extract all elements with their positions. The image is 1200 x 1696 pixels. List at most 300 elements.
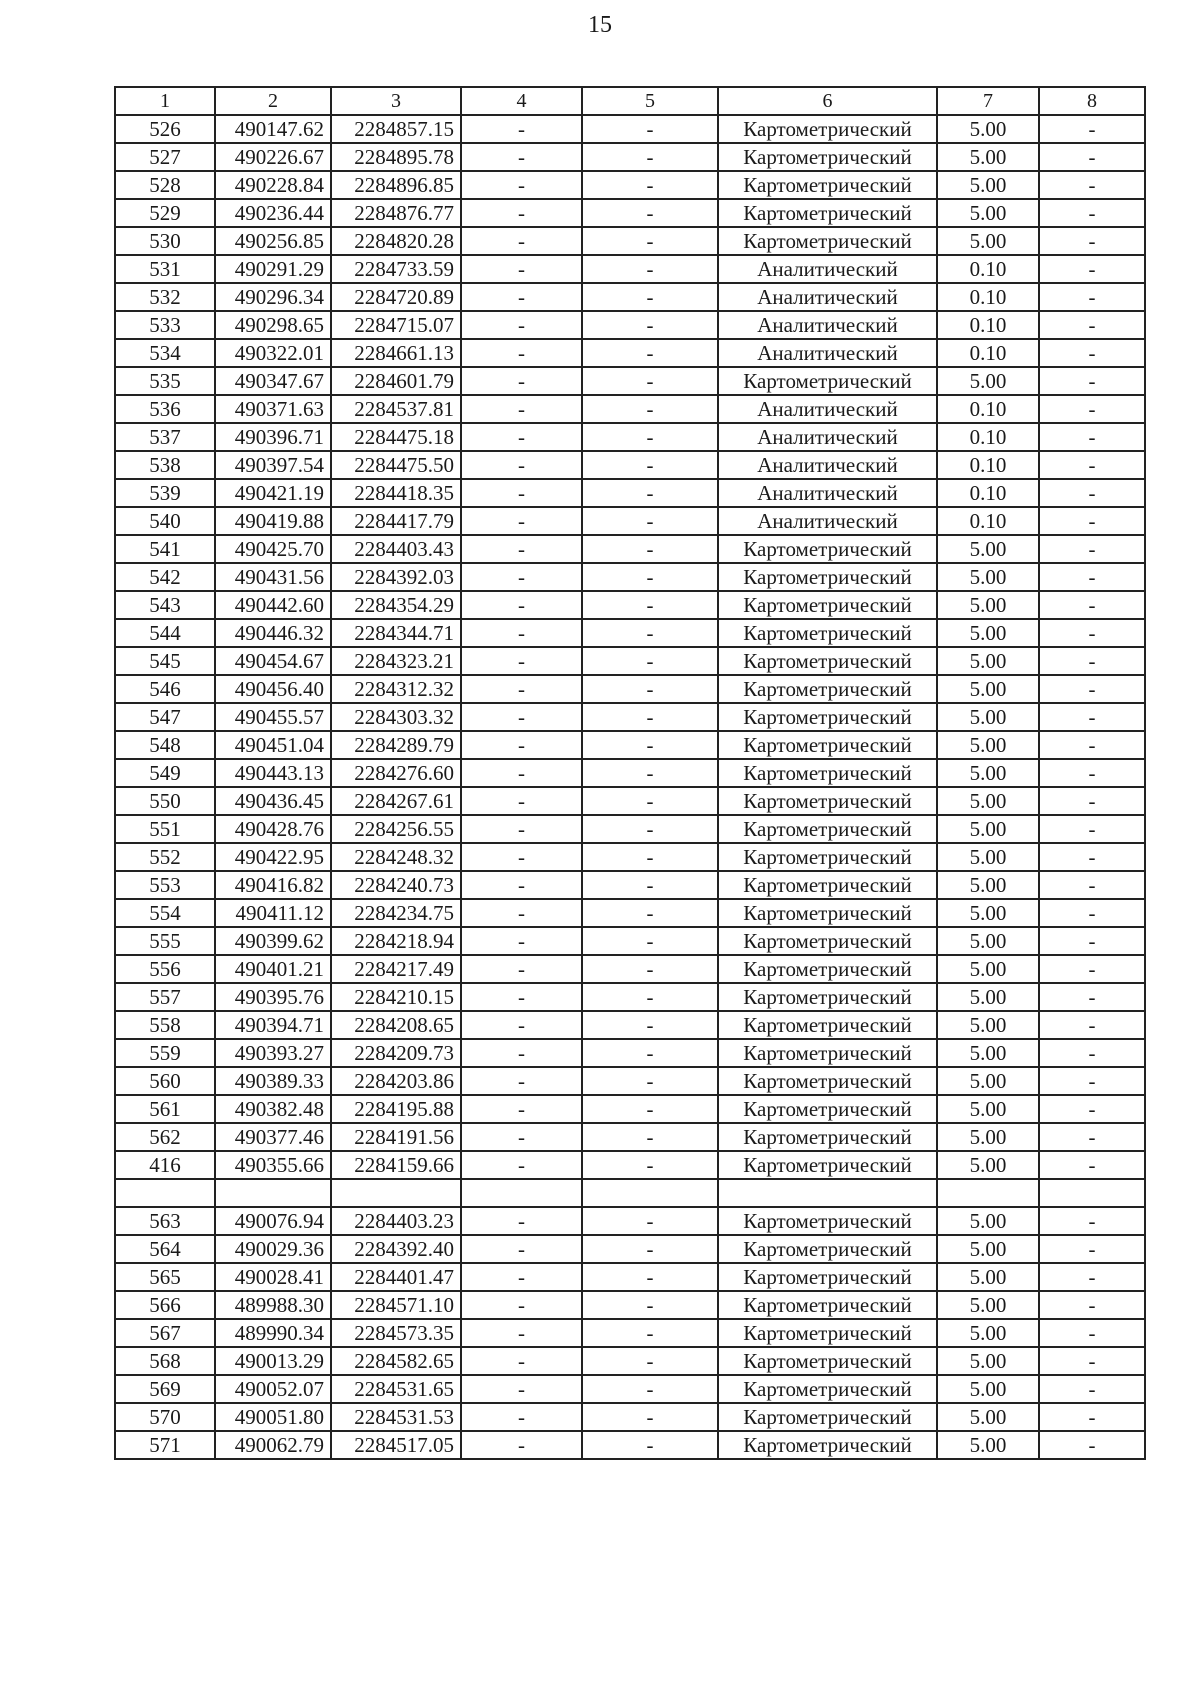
col-8-cell: - bbox=[1039, 115, 1145, 143]
col-5-cell: - bbox=[582, 283, 718, 311]
point-number-cell: 544 bbox=[115, 619, 215, 647]
y-coordinate-cell: 2284401.47 bbox=[331, 1263, 461, 1291]
col-8-cell: - bbox=[1039, 255, 1145, 283]
accuracy-cell: 5.00 bbox=[937, 1067, 1039, 1095]
x-coordinate-cell: 490395.76 bbox=[215, 983, 331, 1011]
col-5-cell: - bbox=[582, 1291, 718, 1319]
x-coordinate-cell: 490298.65 bbox=[215, 311, 331, 339]
y-coordinate-cell: 2284344.71 bbox=[331, 619, 461, 647]
col-5-cell: - bbox=[582, 395, 718, 423]
col-5-cell: - bbox=[582, 1319, 718, 1347]
method-cell: Аналитический bbox=[718, 339, 937, 367]
col-5-cell: - bbox=[582, 619, 718, 647]
col-4-cell: - bbox=[461, 115, 582, 143]
y-coordinate-cell: 2284403.43 bbox=[331, 535, 461, 563]
point-number-cell: 555 bbox=[115, 927, 215, 955]
table-row bbox=[115, 451, 1145, 479]
x-coordinate-cell: 490013.29 bbox=[215, 1347, 331, 1375]
col-4-cell: - bbox=[461, 143, 582, 171]
y-coordinate-cell: 2284733.59 bbox=[331, 255, 461, 283]
method-cell: Картометрический bbox=[718, 591, 937, 619]
col-5-cell: - bbox=[582, 1095, 718, 1123]
col-4-cell: - bbox=[461, 731, 582, 759]
table-row bbox=[115, 1235, 1145, 1263]
y-coordinate-cell: 2284601.79 bbox=[331, 367, 461, 395]
x-coordinate-cell: 490322.01 bbox=[215, 339, 331, 367]
accuracy-cell: 0.10 bbox=[937, 395, 1039, 423]
accuracy-cell: 5.00 bbox=[937, 1011, 1039, 1039]
point-number-cell: 550 bbox=[115, 787, 215, 815]
table-row bbox=[115, 787, 1145, 815]
point-number-cell: 534 bbox=[115, 339, 215, 367]
x-coordinate-cell: 490396.71 bbox=[215, 423, 331, 451]
col-5-cell: - bbox=[582, 1011, 718, 1039]
table-row bbox=[115, 311, 1145, 339]
y-coordinate-cell: 2284417.79 bbox=[331, 507, 461, 535]
method-cell: Картометрический bbox=[718, 1207, 937, 1235]
point-number-cell: 562 bbox=[115, 1123, 215, 1151]
point-number-cell bbox=[115, 1179, 215, 1207]
col-5-cell: - bbox=[582, 759, 718, 787]
col-4-cell: - bbox=[461, 171, 582, 199]
method-cell: Картометрический bbox=[718, 1319, 937, 1347]
col-4-cell: - bbox=[461, 255, 582, 283]
col-8-cell: - bbox=[1039, 479, 1145, 507]
point-number-cell: 561 bbox=[115, 1095, 215, 1123]
table-row bbox=[115, 1095, 1145, 1123]
x-coordinate-cell: 490296.34 bbox=[215, 283, 331, 311]
col-8-cell: - bbox=[1039, 983, 1145, 1011]
accuracy-cell: 0.10 bbox=[937, 507, 1039, 535]
point-number-cell: 570 bbox=[115, 1403, 215, 1431]
column-header-2: 2 bbox=[215, 87, 331, 115]
point-number-cell: 537 bbox=[115, 423, 215, 451]
table-row bbox=[115, 731, 1145, 759]
x-coordinate-cell: 490236.44 bbox=[215, 199, 331, 227]
col-5-cell: - bbox=[582, 1431, 718, 1459]
col-8-cell: - bbox=[1039, 283, 1145, 311]
x-coordinate-cell: 490347.67 bbox=[215, 367, 331, 395]
y-coordinate-cell: 2284517.05 bbox=[331, 1431, 461, 1459]
y-coordinate-cell: 2284234.75 bbox=[331, 899, 461, 927]
col-8-cell: - bbox=[1039, 1067, 1145, 1095]
accuracy-cell: 5.00 bbox=[937, 1095, 1039, 1123]
col-8-cell: - bbox=[1039, 143, 1145, 171]
y-coordinate-cell: 2284475.18 bbox=[331, 423, 461, 451]
method-cell: Аналитический bbox=[718, 311, 937, 339]
y-coordinate-cell: 2284248.32 bbox=[331, 843, 461, 871]
method-cell: Картометрический bbox=[718, 1151, 937, 1179]
col-5-cell: - bbox=[582, 227, 718, 255]
col-8-cell: - bbox=[1039, 1011, 1145, 1039]
col-8-cell: - bbox=[1039, 227, 1145, 255]
method-cell: Картометрический bbox=[718, 927, 937, 955]
col-4-cell: - bbox=[461, 1123, 582, 1151]
point-number-cell: 533 bbox=[115, 311, 215, 339]
accuracy-cell: 5.00 bbox=[937, 843, 1039, 871]
method-cell: Картометрический bbox=[718, 1431, 937, 1459]
point-number-cell: 567 bbox=[115, 1319, 215, 1347]
y-coordinate-cell: 2284876.77 bbox=[331, 199, 461, 227]
col-8-cell: - bbox=[1039, 199, 1145, 227]
y-coordinate-cell: 2284392.40 bbox=[331, 1235, 461, 1263]
method-cell: Картометрический bbox=[718, 1375, 937, 1403]
x-coordinate-cell: 490401.21 bbox=[215, 955, 331, 983]
accuracy-cell: 5.00 bbox=[937, 647, 1039, 675]
method-cell: Картометрический bbox=[718, 871, 937, 899]
x-coordinate-cell: 490377.46 bbox=[215, 1123, 331, 1151]
accuracy-cell: 0.10 bbox=[937, 479, 1039, 507]
table-row bbox=[115, 563, 1145, 591]
method-cell: Картометрический bbox=[718, 1347, 937, 1375]
accuracy-cell: 5.00 bbox=[937, 731, 1039, 759]
method-cell: Картометрический bbox=[718, 199, 937, 227]
accuracy-cell: 5.00 bbox=[937, 1039, 1039, 1067]
x-coordinate-cell: 490443.13 bbox=[215, 759, 331, 787]
table-row bbox=[115, 927, 1145, 955]
col-5-cell: - bbox=[582, 815, 718, 843]
col-4-cell: - bbox=[461, 1403, 582, 1431]
col-4-cell: - bbox=[461, 927, 582, 955]
table-row bbox=[115, 1263, 1145, 1291]
x-coordinate-cell: 490062.79 bbox=[215, 1431, 331, 1459]
x-coordinate-cell bbox=[215, 1179, 331, 1207]
y-coordinate-cell bbox=[331, 1179, 461, 1207]
method-cell: Картометрический bbox=[718, 1235, 937, 1263]
point-number-cell: 558 bbox=[115, 1011, 215, 1039]
y-coordinate-cell: 2284857.15 bbox=[331, 115, 461, 143]
col-8-cell: - bbox=[1039, 423, 1145, 451]
col-4-cell: - bbox=[461, 899, 582, 927]
table-row bbox=[115, 143, 1145, 171]
accuracy-cell: 5.00 bbox=[937, 1235, 1039, 1263]
col-8-cell: - bbox=[1039, 507, 1145, 535]
table-row bbox=[115, 619, 1145, 647]
col-4-cell: - bbox=[461, 703, 582, 731]
col-4-cell: - bbox=[461, 1347, 582, 1375]
point-number-cell: 563 bbox=[115, 1207, 215, 1235]
x-coordinate-cell: 490394.71 bbox=[215, 1011, 331, 1039]
col-4-cell: - bbox=[461, 1319, 582, 1347]
method-cell: Картометрический bbox=[718, 1123, 937, 1151]
col-8-cell: - bbox=[1039, 927, 1145, 955]
x-coordinate-cell: 490411.12 bbox=[215, 899, 331, 927]
accuracy-cell: 5.00 bbox=[937, 591, 1039, 619]
col-4-cell: - bbox=[461, 339, 582, 367]
col-5-cell: - bbox=[582, 199, 718, 227]
col-8-cell: - bbox=[1039, 1207, 1145, 1235]
x-coordinate-cell: 489990.34 bbox=[215, 1319, 331, 1347]
method-cell: Картометрический bbox=[718, 227, 937, 255]
col-5-cell: - bbox=[582, 927, 718, 955]
col-5-cell: - bbox=[582, 1347, 718, 1375]
col-5-cell: - bbox=[582, 647, 718, 675]
method-cell: Картометрический bbox=[718, 1039, 937, 1067]
table-row bbox=[115, 675, 1145, 703]
x-coordinate-cell: 490291.29 bbox=[215, 255, 331, 283]
table-row bbox=[115, 1067, 1145, 1095]
col-4-cell: - bbox=[461, 283, 582, 311]
column-header-8: 8 bbox=[1039, 87, 1145, 115]
col-4-cell: - bbox=[461, 815, 582, 843]
table-row bbox=[115, 1347, 1145, 1375]
x-coordinate-cell: 490355.66 bbox=[215, 1151, 331, 1179]
point-number-cell: 542 bbox=[115, 563, 215, 591]
col-5-cell: - bbox=[582, 255, 718, 283]
accuracy-cell: 5.00 bbox=[937, 675, 1039, 703]
col-4-cell: - bbox=[461, 1207, 582, 1235]
col-4-cell: - bbox=[461, 1151, 582, 1179]
col-5-cell: - bbox=[582, 171, 718, 199]
method-cell: Картометрический bbox=[718, 171, 937, 199]
y-coordinate-cell: 2284571.10 bbox=[331, 1291, 461, 1319]
point-number-cell: 553 bbox=[115, 871, 215, 899]
x-coordinate-cell: 490228.84 bbox=[215, 171, 331, 199]
method-cell: Картометрический bbox=[718, 563, 937, 591]
accuracy-cell: 5.00 bbox=[937, 703, 1039, 731]
x-coordinate-cell: 490436.45 bbox=[215, 787, 331, 815]
table-row bbox=[115, 283, 1145, 311]
col-5-cell: - bbox=[582, 143, 718, 171]
point-number-cell: 545 bbox=[115, 647, 215, 675]
col-4-cell: - bbox=[461, 1067, 582, 1095]
accuracy-cell: 5.00 bbox=[937, 535, 1039, 563]
x-coordinate-cell: 490397.54 bbox=[215, 451, 331, 479]
col-8-cell: - bbox=[1039, 311, 1145, 339]
method-cell: Картометрический bbox=[718, 983, 937, 1011]
method-cell: Аналитический bbox=[718, 395, 937, 423]
col-5-cell: - bbox=[582, 871, 718, 899]
method-cell: Аналитический bbox=[718, 507, 937, 535]
x-coordinate-cell: 490226.67 bbox=[215, 143, 331, 171]
col-5-cell: - bbox=[582, 1263, 718, 1291]
col-8-cell: - bbox=[1039, 563, 1145, 591]
column-header-3: 3 bbox=[331, 87, 461, 115]
x-coordinate-cell: 490399.62 bbox=[215, 927, 331, 955]
col-5-cell: - bbox=[582, 1067, 718, 1095]
table-row bbox=[115, 1375, 1145, 1403]
col-4-cell: - bbox=[461, 647, 582, 675]
y-coordinate-cell: 2284531.65 bbox=[331, 1375, 461, 1403]
col-8-cell: - bbox=[1039, 675, 1145, 703]
x-coordinate-cell: 490382.48 bbox=[215, 1095, 331, 1123]
point-number-cell: 543 bbox=[115, 591, 215, 619]
col-5-cell: - bbox=[582, 983, 718, 1011]
method-cell: Аналитический bbox=[718, 479, 937, 507]
method-cell: Картометрический bbox=[718, 955, 937, 983]
x-coordinate-cell: 489988.30 bbox=[215, 1291, 331, 1319]
y-coordinate-cell: 2284537.81 bbox=[331, 395, 461, 423]
x-coordinate-cell: 490456.40 bbox=[215, 675, 331, 703]
accuracy-cell: 5.00 bbox=[937, 1291, 1039, 1319]
y-coordinate-cell: 2284276.60 bbox=[331, 759, 461, 787]
col-5-cell: - bbox=[582, 703, 718, 731]
table-row bbox=[115, 1123, 1145, 1151]
col-5-cell: - bbox=[582, 1403, 718, 1431]
method-cell: Картометрический bbox=[718, 1263, 937, 1291]
col-8-cell bbox=[1039, 1179, 1145, 1207]
table-row bbox=[115, 1403, 1145, 1431]
col-8-cell: - bbox=[1039, 1235, 1145, 1263]
x-coordinate-cell: 490421.19 bbox=[215, 479, 331, 507]
accuracy-cell: 5.00 bbox=[937, 787, 1039, 815]
col-8-cell: - bbox=[1039, 1319, 1145, 1347]
col-8-cell: - bbox=[1039, 787, 1145, 815]
table-row bbox=[115, 507, 1145, 535]
point-number-cell: 528 bbox=[115, 171, 215, 199]
method-cell: Картометрический bbox=[718, 843, 937, 871]
col-8-cell: - bbox=[1039, 759, 1145, 787]
page-number: 15 bbox=[588, 12, 612, 38]
method-cell: Картометрический bbox=[718, 1095, 937, 1123]
col-8-cell: - bbox=[1039, 1123, 1145, 1151]
table-row bbox=[115, 591, 1145, 619]
accuracy-cell: 5.00 bbox=[937, 927, 1039, 955]
column-header-7: 7 bbox=[937, 87, 1039, 115]
table-row bbox=[115, 339, 1145, 367]
accuracy-cell: 5.00 bbox=[937, 1431, 1039, 1459]
point-number-cell: 554 bbox=[115, 899, 215, 927]
col-8-cell: - bbox=[1039, 647, 1145, 675]
col-4-cell: - bbox=[461, 311, 582, 339]
point-number-cell: 526 bbox=[115, 115, 215, 143]
col-5-cell: - bbox=[582, 311, 718, 339]
point-number-cell: 547 bbox=[115, 703, 215, 731]
y-coordinate-cell: 2284303.32 bbox=[331, 703, 461, 731]
col-4-cell: - bbox=[461, 423, 582, 451]
point-number-cell: 568 bbox=[115, 1347, 215, 1375]
col-4-cell: - bbox=[461, 199, 582, 227]
table-row bbox=[115, 983, 1145, 1011]
col-4-cell: - bbox=[461, 1291, 582, 1319]
table-row bbox=[115, 1319, 1145, 1347]
col-4-cell: - bbox=[461, 563, 582, 591]
point-number-cell: 552 bbox=[115, 843, 215, 871]
accuracy-cell: 0.10 bbox=[937, 423, 1039, 451]
col-4-cell: - bbox=[461, 395, 582, 423]
x-coordinate-cell: 490147.62 bbox=[215, 115, 331, 143]
col-8-cell: - bbox=[1039, 1403, 1145, 1431]
col-4-cell: - bbox=[461, 451, 582, 479]
x-coordinate-cell: 490422.95 bbox=[215, 843, 331, 871]
y-coordinate-cell: 2284209.73 bbox=[331, 1039, 461, 1067]
accuracy-cell: 5.00 bbox=[937, 1263, 1039, 1291]
col-8-cell: - bbox=[1039, 451, 1145, 479]
col-8-cell: - bbox=[1039, 591, 1145, 619]
table-header-row bbox=[115, 87, 1145, 115]
x-coordinate-cell: 490051.80 bbox=[215, 1403, 331, 1431]
col-8-cell: - bbox=[1039, 1039, 1145, 1067]
y-coordinate-cell: 2284240.73 bbox=[331, 871, 461, 899]
col-5-cell: - bbox=[582, 1123, 718, 1151]
table-row bbox=[115, 171, 1145, 199]
method-cell: Картометрический bbox=[718, 1011, 937, 1039]
col-4-cell: - bbox=[461, 675, 582, 703]
col-5-cell: - bbox=[582, 339, 718, 367]
accuracy-cell: 0.10 bbox=[937, 283, 1039, 311]
accuracy-cell: 5.00 bbox=[937, 815, 1039, 843]
column-header-5: 5 bbox=[582, 87, 718, 115]
table-row bbox=[115, 227, 1145, 255]
col-5-cell: - bbox=[582, 535, 718, 563]
accuracy-cell: 0.10 bbox=[937, 339, 1039, 367]
col-5-cell: - bbox=[582, 507, 718, 535]
col-8-cell: - bbox=[1039, 367, 1145, 395]
col-5-cell: - bbox=[582, 1235, 718, 1263]
accuracy-cell: 5.00 bbox=[937, 1151, 1039, 1179]
col-4-cell: - bbox=[461, 871, 582, 899]
col-4-cell: - bbox=[461, 1235, 582, 1263]
point-number-cell: 560 bbox=[115, 1067, 215, 1095]
col-4-cell: - bbox=[461, 1375, 582, 1403]
accuracy-cell: 5.00 bbox=[937, 143, 1039, 171]
col-8-cell: - bbox=[1039, 1095, 1145, 1123]
y-coordinate-cell: 2284895.78 bbox=[331, 143, 461, 171]
col-8-cell: - bbox=[1039, 171, 1145, 199]
x-coordinate-cell: 490076.94 bbox=[215, 1207, 331, 1235]
col-8-cell: - bbox=[1039, 815, 1145, 843]
y-coordinate-cell: 2284289.79 bbox=[331, 731, 461, 759]
accuracy-cell: 5.00 bbox=[937, 171, 1039, 199]
x-coordinate-cell: 490256.85 bbox=[215, 227, 331, 255]
table-row bbox=[115, 1207, 1145, 1235]
accuracy-cell: 5.00 bbox=[937, 1123, 1039, 1151]
point-number-cell: 546 bbox=[115, 675, 215, 703]
col-4-cell: - bbox=[461, 955, 582, 983]
accuracy-cell: 5.00 bbox=[937, 983, 1039, 1011]
x-coordinate-cell: 490442.60 bbox=[215, 591, 331, 619]
accuracy-cell: 5.00 bbox=[937, 367, 1039, 395]
col-4-cell: - bbox=[461, 843, 582, 871]
table-row bbox=[115, 843, 1145, 871]
table-row bbox=[115, 815, 1145, 843]
point-number-cell: 535 bbox=[115, 367, 215, 395]
col-4-cell: - bbox=[461, 479, 582, 507]
point-number-cell: 566 bbox=[115, 1291, 215, 1319]
accuracy-cell: 5.00 bbox=[937, 563, 1039, 591]
col-5-cell: - bbox=[582, 731, 718, 759]
y-coordinate-cell: 2284582.65 bbox=[331, 1347, 461, 1375]
point-number-cell: 538 bbox=[115, 451, 215, 479]
x-coordinate-cell: 490052.07 bbox=[215, 1375, 331, 1403]
y-coordinate-cell: 2284820.28 bbox=[331, 227, 461, 255]
method-cell: Аналитический bbox=[718, 451, 937, 479]
accuracy-cell: 5.00 bbox=[937, 1319, 1039, 1347]
y-coordinate-cell: 2284661.13 bbox=[331, 339, 461, 367]
table-row bbox=[115, 199, 1145, 227]
y-coordinate-cell: 2284354.29 bbox=[331, 591, 461, 619]
table-row bbox=[115, 1431, 1145, 1459]
point-number-cell: 541 bbox=[115, 535, 215, 563]
col-5-cell: - bbox=[582, 843, 718, 871]
y-coordinate-cell: 2284195.88 bbox=[331, 1095, 461, 1123]
accuracy-cell: 5.00 bbox=[937, 199, 1039, 227]
accuracy-cell: 5.00 bbox=[937, 1375, 1039, 1403]
method-cell: Картометрический bbox=[718, 619, 937, 647]
y-coordinate-cell: 2284896.85 bbox=[331, 171, 461, 199]
table-row bbox=[115, 115, 1145, 143]
x-coordinate-cell: 490029.36 bbox=[215, 1235, 331, 1263]
point-number-cell: 532 bbox=[115, 283, 215, 311]
method-cell: Картометрический bbox=[718, 731, 937, 759]
x-coordinate-cell: 490455.57 bbox=[215, 703, 331, 731]
accuracy-cell: 0.10 bbox=[937, 451, 1039, 479]
point-number-cell: 527 bbox=[115, 143, 215, 171]
method-cell: Картометрический bbox=[718, 759, 937, 787]
col-5-cell: - bbox=[582, 1207, 718, 1235]
col-8-cell: - bbox=[1039, 1291, 1145, 1319]
col-4-cell: - bbox=[461, 1095, 582, 1123]
